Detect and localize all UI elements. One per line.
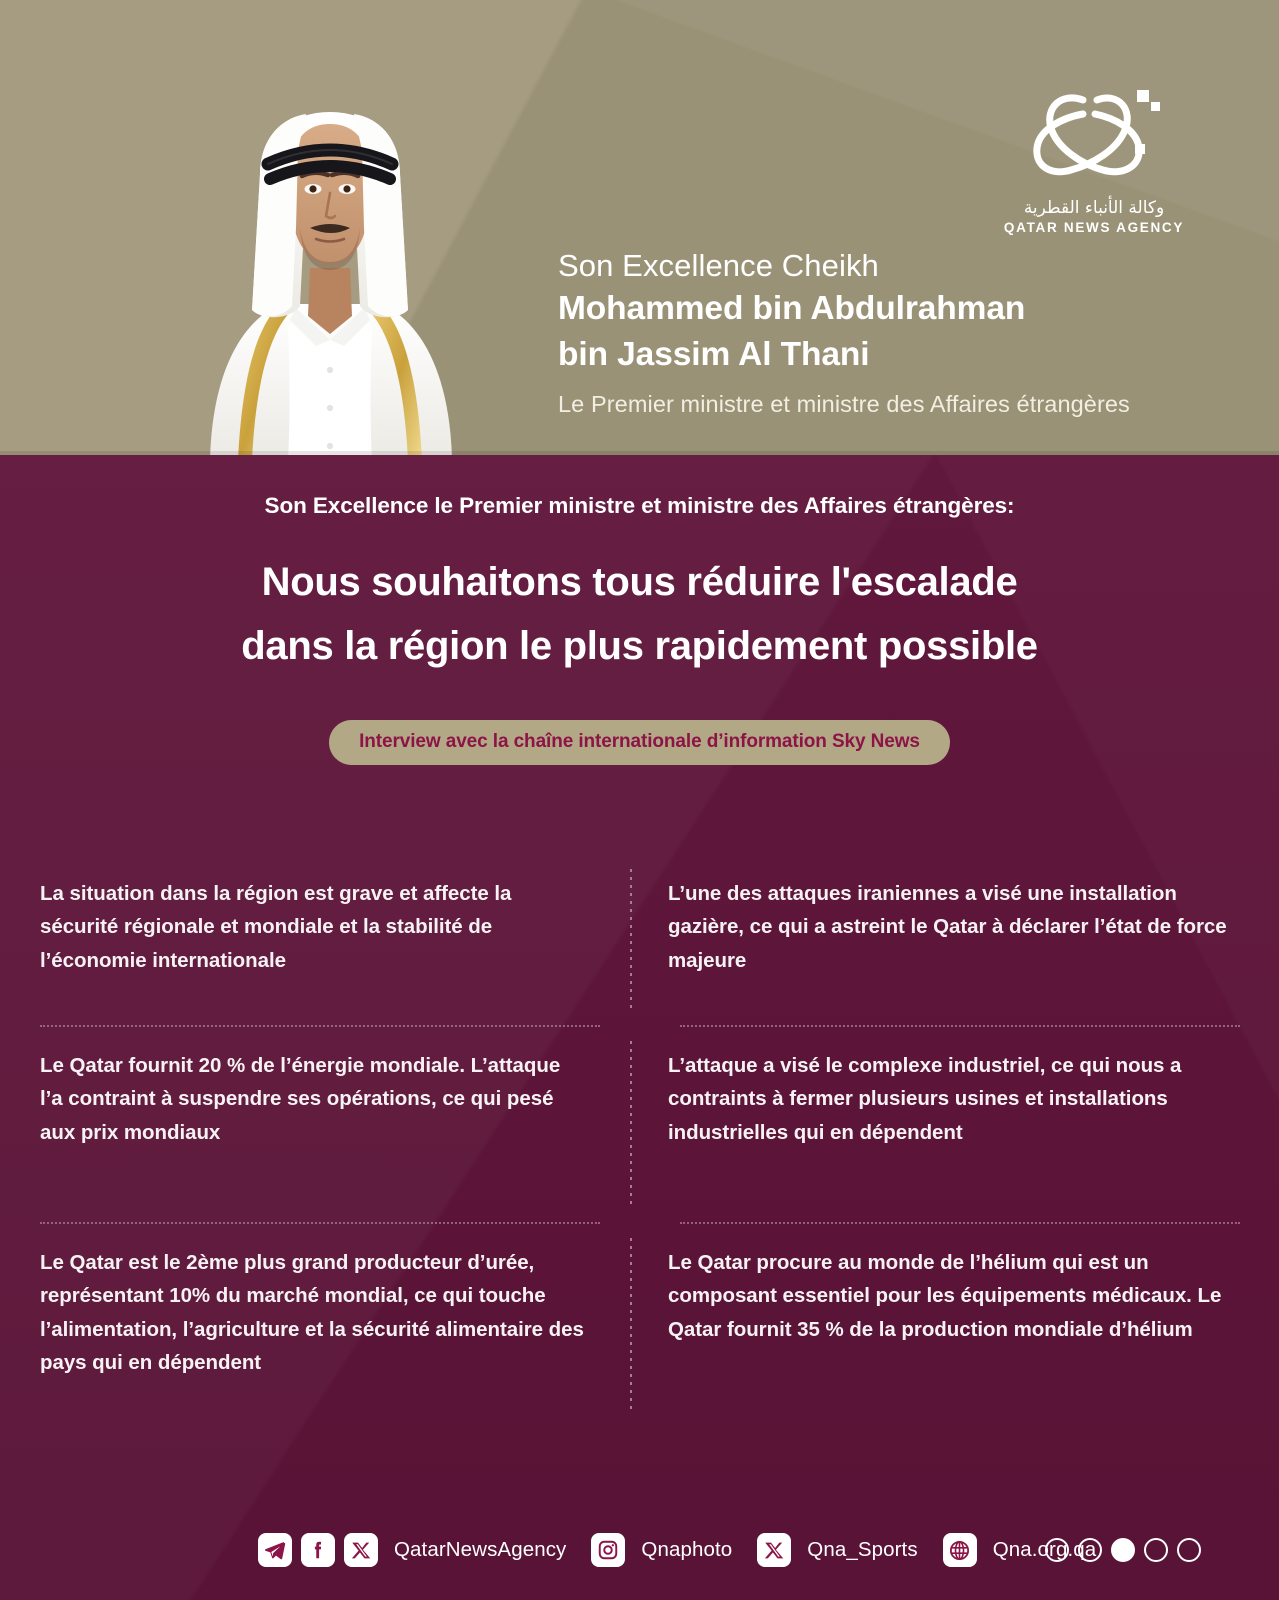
point-left: Le Qatar est le 2ème plus grand producteur d’urée, représentant 10% du marché mondial, ce qui touche l’alimentation, l’agriculture et la sécurité alimentaire des pays qui en dépendent [40,1251,584,1375]
facebook-icon[interactable] [301,1533,335,1567]
headline-line-2: dans la région le plus rapidement possible [241,624,1038,669]
headline [0,557,1279,672]
qna-logo-english: QATAR NEWS AGENCY [1003,220,1185,235]
person-name-line1: Mohammed bin Abdulrahman [558,289,1026,327]
footer-bar [0,1500,1279,1600]
content-body [0,455,1279,1600]
points-row [40,855,1240,1025]
pagination-dot-active[interactable] [1111,1538,1135,1562]
points-row [40,1027,1240,1222]
pagination-dot[interactable] [1045,1538,1069,1562]
qna-logo-arabic: وكالة الأنباء القطرية [1023,198,1165,218]
points-row [40,1224,1240,1424]
person-honorific: Son Excellence Cheikh [558,248,879,283]
column-divider [630,1238,632,1410]
quote-kicker: Son Excellence le Premier ministre et ministre des Affaires étrangères: [264,493,1015,518]
pagination-dot[interactable] [1177,1538,1201,1562]
portrait-photo [120,78,540,455]
instagram-icon[interactable] [591,1533,625,1567]
social-links [258,1533,1112,1567]
column-divider [630,1041,632,1208]
pagination-dot[interactable] [1078,1538,1102,1562]
source-pill-row [0,720,1279,765]
point-left: Le Qatar fournit 20 % de l’énergie mondiale. L’attaque l’a contraint à suspendre ses opérations, ce qui pesé aux prix mondiaux [40,1054,561,1144]
x-twitter-icon[interactable] [344,1533,378,1567]
pagination-dot[interactable] [1144,1538,1168,1562]
qna-logo-mark [1019,84,1169,192]
person-name-block [558,248,1198,418]
telegram-icon[interactable] [258,1533,292,1567]
social-handle[interactable]: QatarNewsAgency [394,1538,567,1561]
pagination-dots [1045,1538,1201,1562]
points-grid [40,855,1240,1424]
social-handle[interactable]: Qna_Sports [807,1538,918,1561]
point-left: La situation dans la région est grave et affecte la sécurité régionale et mondiale et la stabilité de l’économie internationale [40,882,512,972]
qna-logo [999,84,1189,235]
person-name-line2: bin Jassim Al Thani [558,335,870,373]
social-handle[interactable]: Qna.org.qa [992,1538,1097,1561]
x-twitter-icon[interactable] [757,1533,791,1567]
globe-icon[interactable] [943,1533,977,1567]
source-pill: Interview avec la chaîne internationale d’information Sky News [329,720,950,765]
column-divider [630,869,632,1011]
point-right: L’attaque a visé le complexe industriel, ce qui nous a contraints à fermer plusieurs usines et installations industrielles qui en dépendent [668,1054,1182,1144]
social-handle[interactable]: Qnaphoto [641,1538,733,1561]
person-role: Le Premier ministre et ministre des Affaires étrangères [558,391,1130,418]
point-right: Le Qatar procure au monde de l’hélium qui est un composant essentiel pour les équipements médicaux. Le Qatar fournit 35 % de la production mondiale d’hélium [668,1251,1222,1341]
headline-line-1: Nous souhaitons tous réduire l'escalade [261,560,1018,604]
point-right: L’une des attaques iraniennes a visé une installation gazière, ce qui a astreint le Qatar à déclarer l’état de force majeure [668,882,1227,972]
header-banner [0,0,1279,455]
